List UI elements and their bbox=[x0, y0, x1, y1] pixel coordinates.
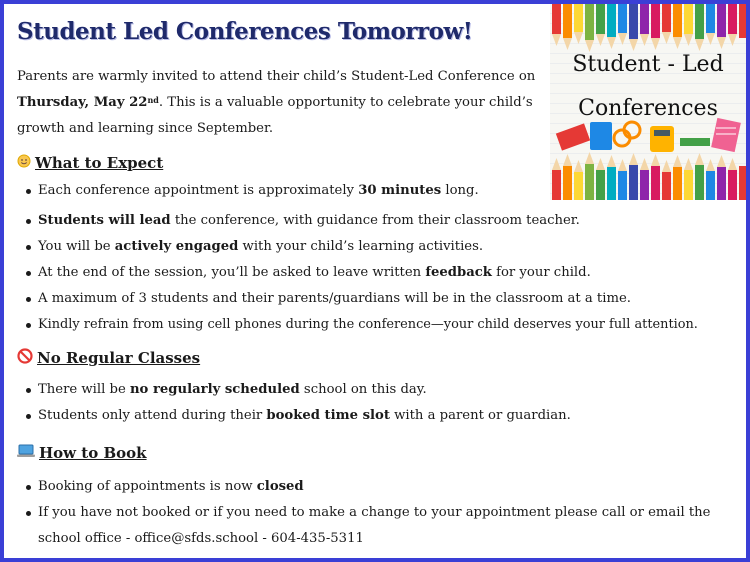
intro-date: Thursday, May 22 bbox=[17, 95, 148, 110]
intro-paragraph bbox=[17, 64, 552, 142]
book-list bbox=[26, 474, 746, 552]
list-item: Booking of appointments is now closed bbox=[26, 474, 746, 500]
hero-title-line-1: Student - Led bbox=[572, 52, 724, 77]
list-item: Each conference appointment is approximately 30 minutes long. bbox=[26, 178, 746, 204]
laptop-icon bbox=[17, 444, 35, 462]
prohibited-icon bbox=[17, 348, 33, 368]
conference-image bbox=[550, 4, 746, 200]
section-heading-what-to-expect bbox=[17, 154, 163, 172]
smiley-icon bbox=[17, 154, 31, 172]
intro-text-2: . This is a valuable opportunity to celebrate your child’s growth and learning since September. bbox=[17, 95, 533, 136]
page-title: Student Led Conferences Tomorrow! bbox=[17, 18, 473, 45]
announcement-page bbox=[4, 4, 746, 558]
list-item: Students only attend during their booked time slot with a parent or guardian. bbox=[26, 403, 746, 429]
list-item: If you have not booked or if you need to make a change to your appointment please call or email the school office - office@sfds.school - 604-435-5311 bbox=[26, 500, 731, 552]
classes-list bbox=[26, 377, 746, 429]
list-item: Students will lead the conference, with guidance from their classroom teacher. bbox=[26, 208, 746, 234]
section-heading-label: No Regular Classes bbox=[37, 349, 201, 367]
list-item: There will be no regularly scheduled school on this day. bbox=[26, 377, 746, 403]
hero-title-line-2: Conferences bbox=[578, 96, 718, 121]
intro-text-1: Parents are warmly invited to attend their child’s Student-Led Conference on bbox=[17, 69, 536, 84]
intro-date-suffix: nd bbox=[147, 95, 159, 105]
section-heading-how-to-book bbox=[17, 444, 147, 462]
section-heading-label: How to Book bbox=[39, 444, 147, 462]
list-item: You will be actively engaged with your child’s learning activities. bbox=[26, 234, 746, 260]
list-item: At the end of the session, you’ll be asked to leave written feedback for your child. bbox=[26, 260, 746, 286]
section-heading-label: What to Expect bbox=[35, 154, 164, 172]
section-heading-no-regular-classes bbox=[17, 348, 200, 368]
expect-list bbox=[26, 182, 746, 338]
list-item: Kindly refrain from using cell phones during the conference—your child deserves your full attention. bbox=[26, 312, 746, 338]
list-item: A maximum of 3 students and their parents/guardians will be in the classroom at a time. bbox=[26, 286, 746, 312]
